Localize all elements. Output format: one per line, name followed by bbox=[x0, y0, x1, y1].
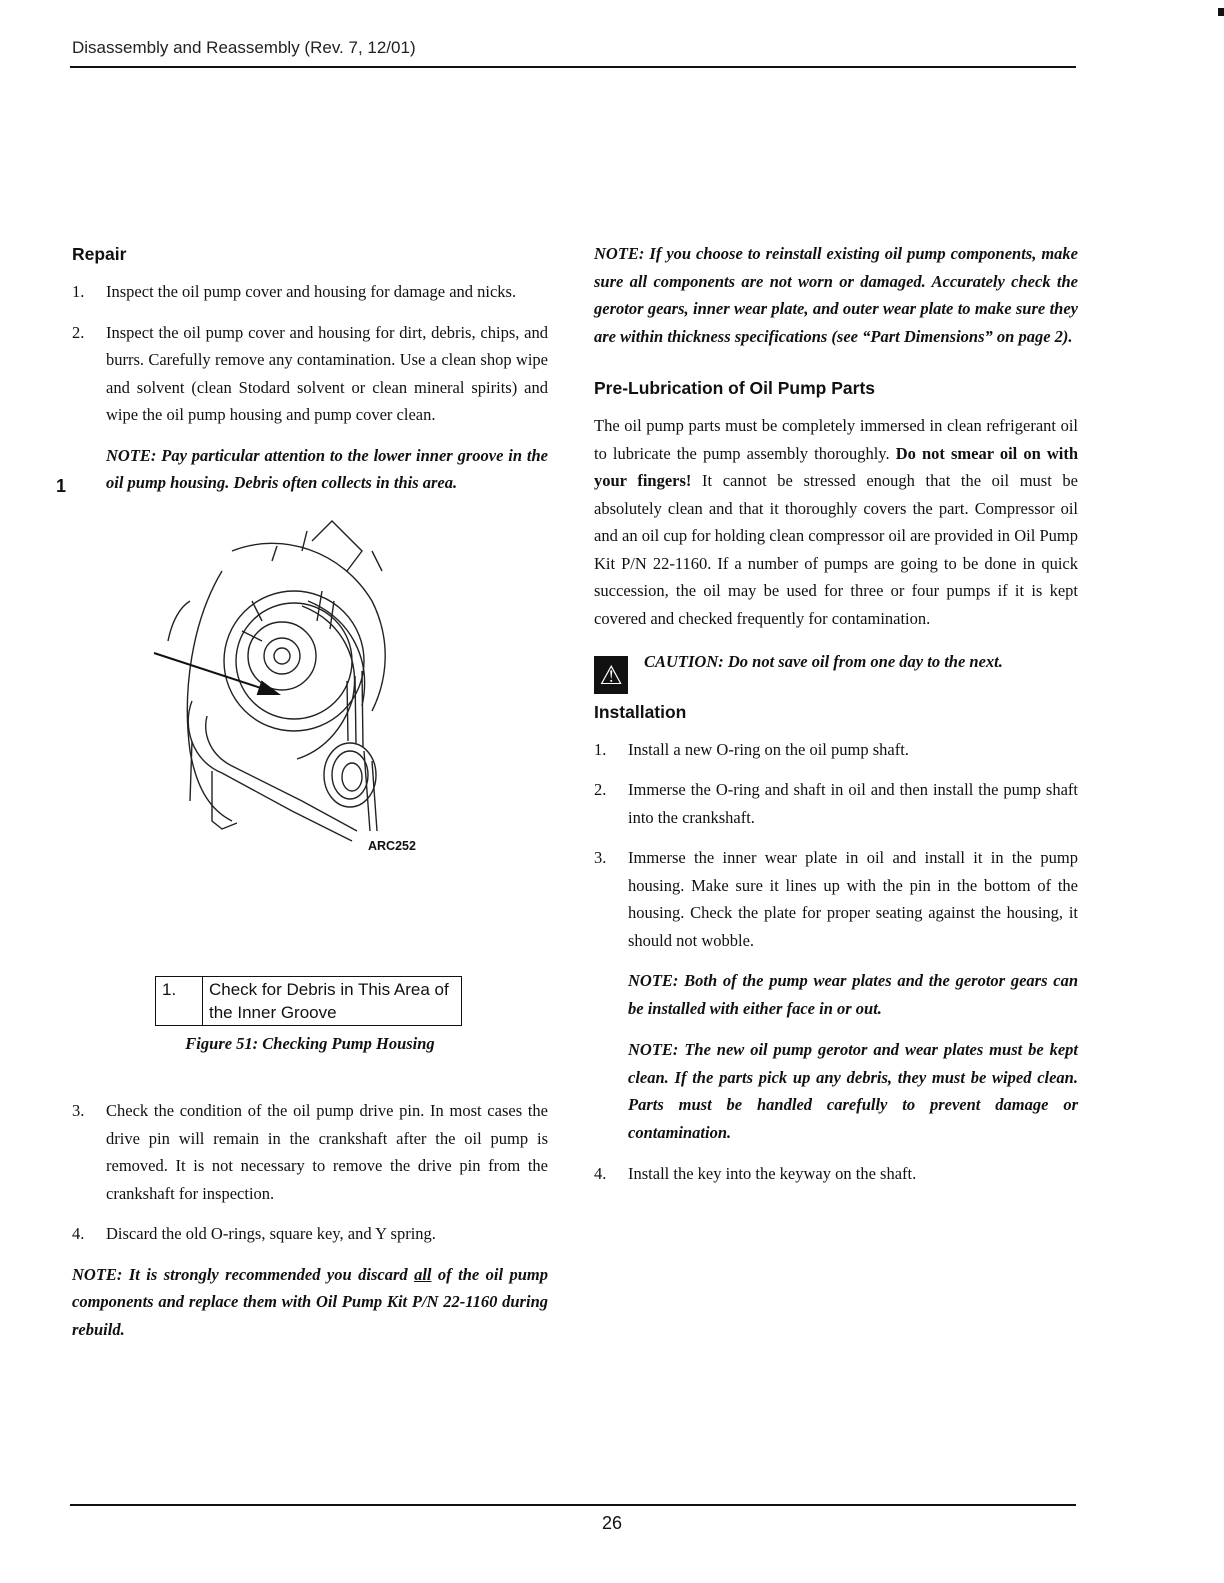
left-column-lower bbox=[72, 1097, 548, 1357]
list-item bbox=[594, 844, 1078, 954]
repair-steps-continued bbox=[72, 1097, 548, 1248]
legend-text: Check for Debris in This Area of the Inner Groove bbox=[203, 977, 462, 1026]
prelub-text-start: The oil pump parts must be completely immersed in clean refrigerant oil to lubricate the pump assembly thoroughly. bbox=[594, 416, 1078, 463]
page-header: Disassembly and Reassembly (Rev. 7, 12/01) bbox=[72, 38, 416, 57]
installation-steps bbox=[594, 736, 1078, 955]
step-number: 3. bbox=[72, 1101, 85, 1120]
step-text: Immerse the inner wear plate in oil and install it in the pump housing. Make sure it lines up with the pin in the bottom of the housing. Check the plate for proper seating against the housing, it should not wobble. bbox=[628, 848, 1078, 950]
note-keep-parts-clean: NOTE: The new oil pump gerotor and wear plates must be kept clean. If the parts pick up any debris, they must be wiped clean. Parts must be handled carefully to prevent damage or contamination. bbox=[628, 1040, 1078, 1142]
list-item bbox=[594, 736, 1078, 764]
figure-code: ARC252 bbox=[368, 838, 416, 853]
note-text-start: NOTE: It is strongly recommended you discard bbox=[72, 1264, 415, 1284]
step-number: 1. bbox=[72, 282, 85, 301]
list-item bbox=[72, 278, 548, 306]
legend-number: 1. bbox=[156, 977, 203, 1026]
step-number: 4. bbox=[594, 1164, 607, 1183]
note-replace-components bbox=[72, 1261, 548, 1344]
step-number: 2. bbox=[72, 322, 85, 342]
caution-text: CAUTION: Do not save oil from one day to the next. bbox=[644, 652, 1003, 671]
list-item bbox=[72, 319, 548, 429]
header-rule bbox=[70, 66, 1076, 68]
prelub-warning-bold: Do not smear oil on with your fingers! bbox=[594, 443, 1079, 490]
prelubrication-heading: Pre-Lubrication of Oil Pump Parts bbox=[594, 378, 876, 398]
step-text: Check the condition of the oil pump drive pin. In most cases the drive pin will remain in the crankshaft after the oil pump is removed. It is not necessary to remove the drive pin from the crankshaft for inspection. bbox=[106, 1101, 548, 1203]
page-number: 26 bbox=[601, 1513, 623, 1533]
right-column bbox=[594, 240, 1078, 1201]
step-number: 2. bbox=[594, 780, 607, 799]
step-text: Install the key into the keyway on the shaft. bbox=[628, 1164, 917, 1183]
repair-steps bbox=[72, 278, 548, 429]
pump-housing-illustration bbox=[72, 511, 548, 851]
installation-steps-continued bbox=[594, 1160, 1078, 1188]
warning-icon: ⚠ bbox=[594, 656, 628, 694]
step-text: Inspect the oil pump cover and housing for damage and nicks. bbox=[106, 282, 517, 301]
installation-heading: Installation bbox=[594, 701, 687, 722]
note-inner-groove: NOTE: Pay particular attention to the lower inner groove in the oil pump housing. Debris often collects in this area. bbox=[106, 445, 548, 492]
prelubrication-paragraph bbox=[594, 412, 1078, 632]
prelub-text-end: It cannot be stressed enough that the oil must be absolutely clean and that it thoroughly covers the part. Compressor oil and an oil cup for holding clean compressor oil are provided in Oil Pump Kit P/N 22-1160. If a number of pumps are going to be done in quick succession, the oil may be used for three or four pumps if it is kept covered and checked frequently for contamination. bbox=[594, 471, 1078, 628]
footer-rule bbox=[70, 1504, 1076, 1506]
repair-heading: Repair bbox=[72, 244, 127, 264]
figure-callout-number: 1 bbox=[56, 476, 67, 496]
figure-legend-table bbox=[155, 976, 462, 1026]
step-number: 4. bbox=[72, 1224, 85, 1243]
list-item bbox=[72, 1097, 548, 1207]
step-text: Immerse the O-ring and shaft in oil and then install the pump shaft into the crankshaft. bbox=[628, 780, 1078, 827]
list-item bbox=[594, 1160, 1078, 1188]
table-row bbox=[156, 977, 462, 1026]
figure-pump-housing bbox=[72, 511, 548, 851]
caution-box bbox=[594, 648, 1078, 691]
list-item bbox=[594, 776, 1078, 831]
step-text: Install a new O-ring on the oil pump shaft. bbox=[628, 739, 909, 759]
step-text: Inspect the oil pump cover and housing for dirt, debris, chips, and burrs. Carefully remove any contamination. Use a clean shop wipe and solvent (clean Stodard solvent or clean mineral spirits) and wipe the oil pump housing and pump cover clean. bbox=[106, 322, 548, 424]
step-number: 3. bbox=[594, 848, 607, 867]
list-item bbox=[72, 1220, 548, 1248]
left-column bbox=[72, 240, 548, 881]
note-reinstall-components: NOTE: If you choose to reinstall existing oil pump components, make sure all components are not worn or damaged. Accurately check the gerotor gears, inner wear plate, and outer wear plate to make sure they are within thickness specifications (see “Part Dimensions” on page 2). bbox=[594, 244, 1078, 346]
step-text: Discard the old O-rings, square key, and Y spring. bbox=[106, 1224, 436, 1243]
note-wear-plates-orientation: NOTE: Both of the pump wear plates and the gerotor gears can be installed with either face in or out. bbox=[628, 971, 1078, 1018]
scan-corner-mark bbox=[1218, 8, 1224, 16]
step-number: 1. bbox=[594, 739, 607, 759]
figure-caption: Figure 51: Checking Pump Housing bbox=[185, 1034, 435, 1053]
note-underlined-word: all bbox=[414, 1264, 432, 1284]
note-text-end: of the oil pump components and replace them with Oil Pump Kit P/N 22-1160 during rebuild. bbox=[72, 1264, 548, 1339]
